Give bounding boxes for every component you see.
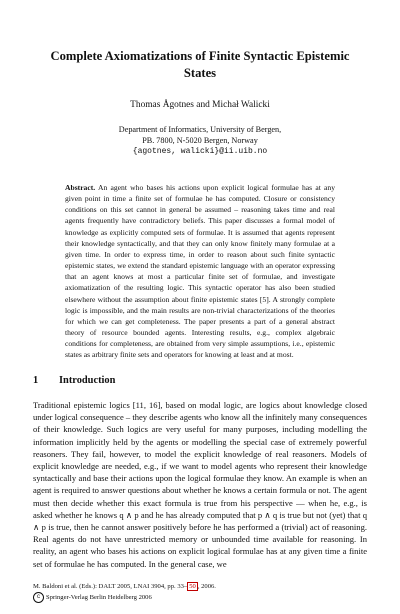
affiliation-line-2: PB. 7800, N-5020 Bergen, Norway [142,136,258,145]
page-footer [33,582,367,603]
affiliation-block [40,124,360,157]
paper-authors: Thomas Ågotnes and Michał Walicki [130,100,270,110]
section-title: Introduction [59,375,116,386]
paper-title: Complete Axiomatizations of Finite Syntactic Epistemic States [50,49,350,80]
copyright-text: Springer-Verlag Berlin Heidelberg 2006 [46,593,152,601]
section-heading [33,374,115,387]
citation-year: , 2006. [197,583,216,590]
citation-text: M. Baldoni et al. (Eds.): DALT 2005, LNAI 3904, pp. 33– [33,583,188,590]
footer-citation [33,582,367,592]
affiliation-line-1: Department of Informatics, University of Bergen, [118,125,282,134]
citation-page-link[interactable]: 50 [189,583,196,590]
abstract-text: An agent who bases his actions upon explicit logical formulae has at any given point in time a finite set of formulae he has computed. Closure or consistency conditions on this set cannot in general be assumed – reasoning takes time and real agents frequently have contradictory beliefs. This paper discusses a formal model of knowledge as explicitly computed sets of formulae. It is assumed that agents represent their knowledge syntactically, and that they can only know finitely many formulae at a given time. In order to express time, in order to reason about such finite syntactic epistemic states, we extend the standard epistemic language with an operator expressing that an agent knows at most a particular finite set of formulae, and investigate axiomatization of the resulting logic. This syntactic operator has also been studied elsewhere without the assumption about finite epistemic states [5]. A strongly complete logic is impossible, and the main results are non-trivial characterizations of the theories for which we can get completeness. The paper presents a part of a general abstract theory of resource bounded agents. Interesting results, e.g., complex algebraic conditions for completeness, are obtained from very simple assumptions, i.e., epistemic states as arbitrary finite sets and operators for knowing at least and at most. [65,183,335,360]
abstract-label: Abstract. [65,183,96,192]
section-number: 1 [33,375,39,386]
abstract [65,182,335,361]
author-emails: {agotnes, walicki}@ii.uib.no [132,147,268,156]
footer-copyright [33,592,367,603]
copyright-icon: c [33,592,44,603]
body-paragraph: Traditional epistemic logics [11, 16], based on modal logic, are logics about knowledge closed under logical consequence – they describe agents who know all the infinitely many consequences of their knowledge. Such logics are very useful for many purposes, including modelling the information implicitly held by the agents or modelling the special case of extremely powerful reasoners. They fail, however, to model the explicit knowledge of real reasoners. Models of explicit knowledge are needed, e.g., if we want to model agents who represent their knowledge syntactically and base their actions upon the logical formulae they know. An example is when an agent is required to answer questions about whether he knows a certain formula or not. The agent must then decide whether this exact formula is true from his perspective — when he, e.g., is asked whether he knows q ∧ p and he has already computed that p ∧ q is true but not (yet) that q ∧ p is true, then he cannot answer positively before he has performed a (trivial) act of reasoning. Real agents do not have unrestricted memory or unbounded time available for reasoning. In reality, an agent who bases his actions on explicit logical formulae has at any given time a finite set of formulae he has computed. In the general case, we [33,400,367,569]
